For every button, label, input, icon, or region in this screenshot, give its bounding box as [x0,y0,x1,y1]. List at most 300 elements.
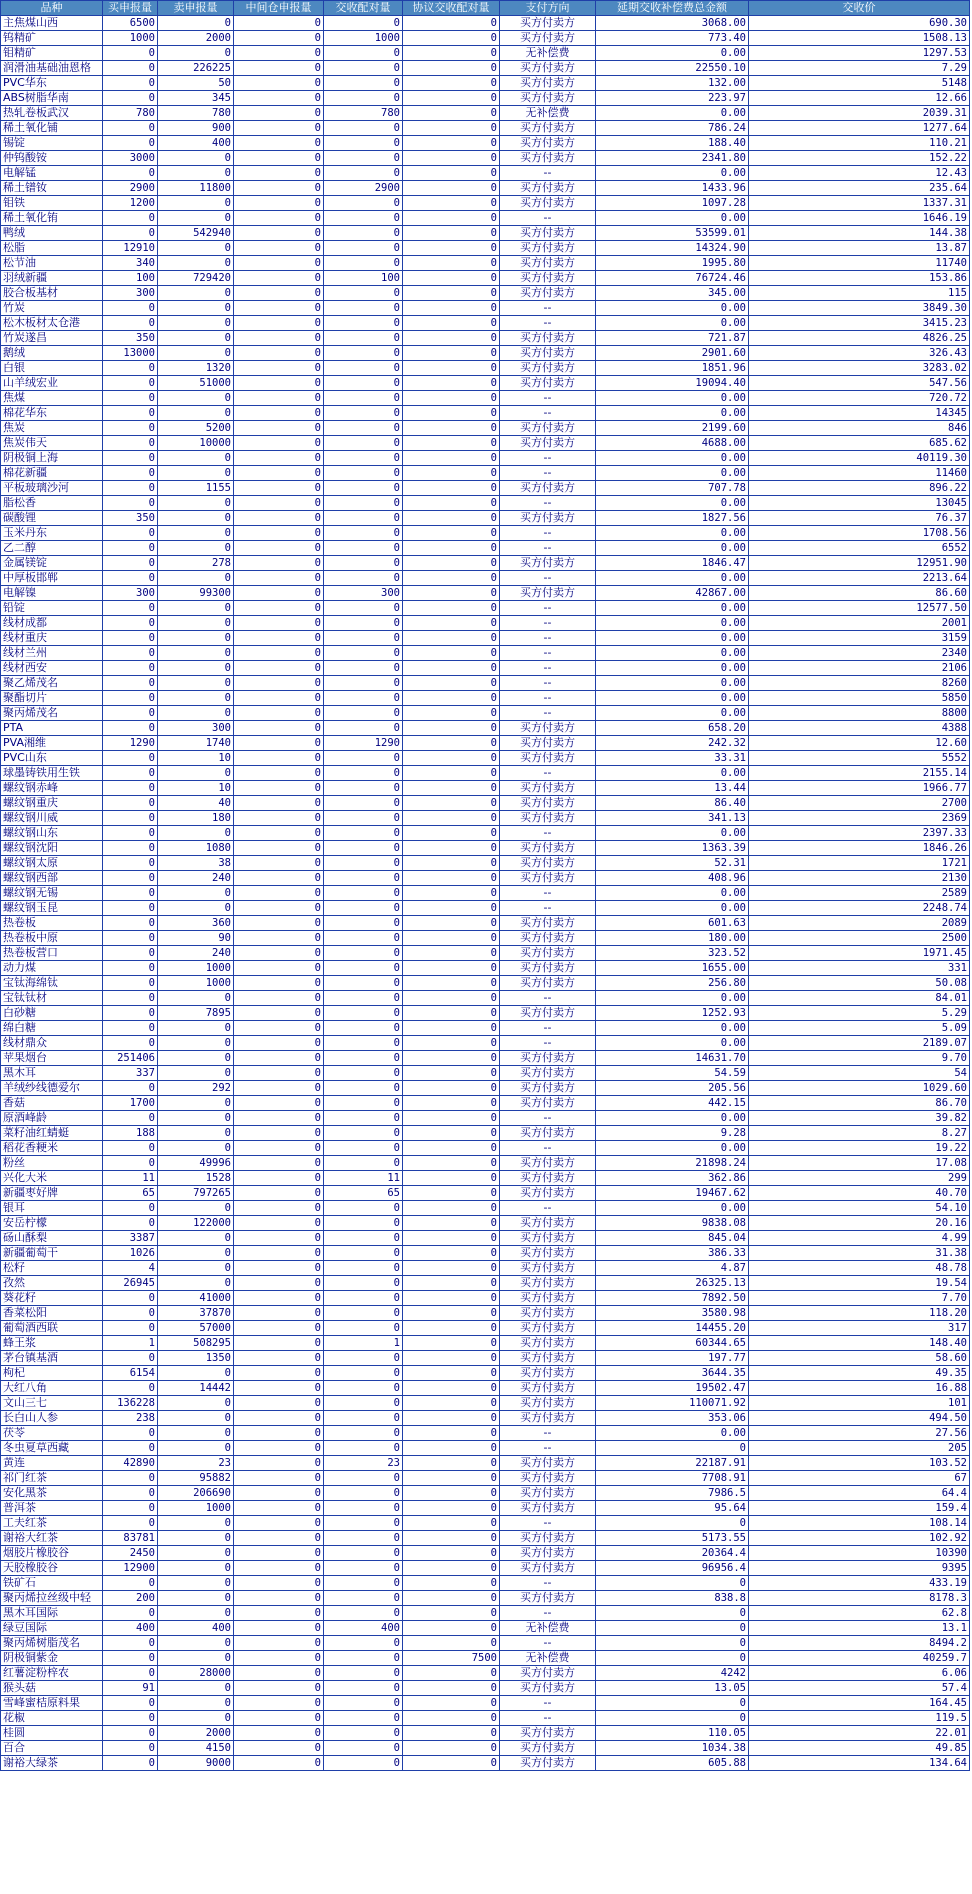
deferred-compensation-cell: 0.00 [596,106,749,121]
agreement-matched-qty-cell: 0 [403,886,500,901]
buy-qty-cell: 0 [103,61,158,76]
delivery-price-cell: 1966.77 [749,781,970,796]
product-cell: 长白山人参 [1,1411,103,1426]
matched-qty-cell: 0 [324,1396,403,1411]
deferred-compensation-cell: 0.00 [596,211,749,226]
deferred-compensation-cell: 19094.40 [596,376,749,391]
payment-direction-cell: 买方付卖方 [500,376,596,391]
delivery-price-cell: 299 [749,1171,970,1186]
payment-direction-cell: 买方付卖方 [500,196,596,211]
delivery-price-cell: 19.22 [749,1141,970,1156]
agreement-matched-qty-cell: 0 [403,871,500,886]
table-body [1,16,970,1771]
intermediate-qty-cell: 0 [234,346,324,361]
deferred-compensation-cell: 1034.38 [596,1741,749,1756]
intermediate-qty-cell: 0 [234,1426,324,1441]
matched-qty-cell: 0 [324,1546,403,1561]
product-cell: 热卷板营口 [1,946,103,961]
matched-qty-cell: 0 [324,256,403,271]
product-cell: 绿豆国际 [1,1621,103,1636]
payment-direction-cell: 买方付卖方 [500,946,596,961]
sell-qty-cell: 0 [158,346,234,361]
buy-qty-cell: 0 [103,646,158,661]
deferred-compensation-cell: 1827.56 [596,511,749,526]
payment-direction-cell: 买方付卖方 [500,1591,596,1606]
intermediate-qty-cell: 0 [234,1501,324,1516]
intermediate-qty-cell: 0 [234,166,324,181]
buy-qty-cell: 0 [103,451,158,466]
delivery-price-cell: 64.4 [749,1486,970,1501]
buy-qty-cell: 0 [103,136,158,151]
buy-qty-cell: 0 [103,1726,158,1741]
delivery-price-cell: 62.8 [749,1606,970,1621]
product-cell: 葡萄酒西联 [1,1321,103,1336]
table-row [1,511,970,526]
buy-qty-cell: 4 [103,1261,158,1276]
delivery-price-cell: 20.16 [749,1216,970,1231]
matched-qty-cell: 0 [324,1126,403,1141]
delivery-price-cell: 2369 [749,811,970,826]
agreement-matched-qty-cell: 0 [403,1531,500,1546]
matched-qty-cell: 2900 [324,181,403,196]
product-cell: 谢裕大红茶 [1,1531,103,1546]
table-row [1,1441,970,1456]
deferred-compensation-cell: 86.40 [596,796,749,811]
buy-qty-cell: 0 [103,166,158,181]
agreement-matched-qty-cell: 0 [403,1156,500,1171]
sell-qty-cell: 0 [158,331,234,346]
matched-qty-cell: 0 [324,391,403,406]
table-row [1,1006,970,1021]
sell-qty-cell: 360 [158,916,234,931]
intermediate-qty-cell: 0 [234,121,324,136]
delivery-price-cell: 1337.31 [749,196,970,211]
intermediate-qty-cell: 0 [234,1306,324,1321]
agreement-matched-qty-cell: 0 [403,1321,500,1336]
sell-qty-cell: 0 [158,1246,234,1261]
intermediate-qty-cell: 0 [234,241,324,256]
agreement-matched-qty-cell: 0 [403,316,500,331]
buy-qty-cell: 0 [103,466,158,481]
buy-qty-cell: 0 [103,1006,158,1021]
product-cell: 聚丙烯拉丝级中轻 [1,1591,103,1606]
payment-direction-cell: 买方付卖方 [500,1096,596,1111]
sell-qty-cell: 0 [158,316,234,331]
matched-qty-cell: 0 [324,1306,403,1321]
matched-qty-cell: 0 [324,571,403,586]
sell-qty-cell: 0 [158,1561,234,1576]
product-cell: 松木板材太仓港 [1,316,103,331]
product-cell: 胶合板基材 [1,286,103,301]
deferred-compensation-cell: 7892.50 [596,1291,749,1306]
table-row [1,136,970,151]
agreement-matched-qty-cell: 0 [403,541,500,556]
table-row [1,1111,970,1126]
delivery-price-cell: 27.56 [749,1426,970,1441]
matched-qty-cell: 0 [324,1531,403,1546]
deferred-compensation-cell: 0.00 [596,1111,749,1126]
product-cell: 螺纹钢赤峰 [1,781,103,796]
payment-direction-cell: 买方付卖方 [500,1246,596,1261]
sell-qty-cell: 780 [158,106,234,121]
agreement-matched-qty-cell: 0 [403,1006,500,1021]
sell-qty-cell: 0 [158,1606,234,1621]
matched-qty-cell: 0 [324,466,403,481]
product-cell: 安化黑茶 [1,1486,103,1501]
matched-qty-cell: 1290 [324,736,403,751]
deferred-compensation-cell: 3644.35 [596,1366,749,1381]
sell-qty-cell: 0 [158,391,234,406]
sell-qty-cell: 0 [158,241,234,256]
deferred-compensation-cell: 0.00 [596,661,749,676]
matched-qty-cell: 0 [324,991,403,1006]
intermediate-qty-cell: 0 [234,1741,324,1756]
agreement-matched-qty-cell: 0 [403,976,500,991]
table-row [1,1081,970,1096]
buy-qty-cell: 0 [103,76,158,91]
matched-qty-cell: 0 [324,226,403,241]
table-row [1,1381,970,1396]
deferred-compensation-cell: 0.00 [596,166,749,181]
product-cell: 工夫红茶 [1,1516,103,1531]
matched-qty-cell: 0 [324,241,403,256]
product-cell: 银耳 [1,1201,103,1216]
agreement-matched-qty-cell: 0 [403,991,500,1006]
payment-direction-cell: 买方付卖方 [500,1291,596,1306]
product-cell: 茯苓 [1,1426,103,1441]
deferred-compensation-cell: 0.00 [596,1021,749,1036]
deferred-compensation-cell: 13.05 [596,1681,749,1696]
agreement-matched-qty-cell: 0 [403,46,500,61]
matched-qty-cell: 0 [324,1441,403,1456]
sell-qty-cell: 729420 [158,271,234,286]
delivery-price-cell: 685.62 [749,436,970,451]
agreement-matched-qty-cell: 0 [403,256,500,271]
intermediate-qty-cell: 0 [234,181,324,196]
agreement-matched-qty-cell: 0 [403,1291,500,1306]
product-cell: 线材兰州 [1,646,103,661]
buy-qty-cell: 91 [103,1681,158,1696]
deferred-compensation-cell: 3068.00 [596,16,749,31]
sell-qty-cell: 292 [158,1081,234,1096]
intermediate-qty-cell: 0 [234,31,324,46]
table-row [1,721,970,736]
buy-qty-cell: 400 [103,1621,158,1636]
matched-qty-cell: 0 [324,346,403,361]
payment-direction-cell: -- [500,826,596,841]
delivery-price-cell: 1846.26 [749,841,970,856]
buy-qty-cell: 337 [103,1066,158,1081]
intermediate-qty-cell: 0 [234,961,324,976]
product-cell: 中厚板邯郸 [1,571,103,586]
table-row [1,526,970,541]
agreement-matched-qty-cell: 0 [403,496,500,511]
intermediate-qty-cell: 0 [234,61,324,76]
sell-qty-cell: 0 [158,1576,234,1591]
delivery-price-cell: 19.54 [749,1276,970,1291]
agreement-matched-qty-cell: 0 [403,226,500,241]
sell-qty-cell: 278 [158,556,234,571]
buy-qty-cell: 0 [103,796,158,811]
intermediate-qty-cell: 0 [234,1051,324,1066]
deferred-compensation-cell: 0.00 [596,646,749,661]
delivery-price-cell: 896.22 [749,481,970,496]
table-row [1,211,970,226]
deferred-compensation-cell: 54.59 [596,1066,749,1081]
delivery-price-cell: 2700 [749,796,970,811]
matched-qty-cell: 0 [324,1501,403,1516]
matched-qty-cell: 0 [324,1471,403,1486]
deferred-compensation-cell: 110.05 [596,1726,749,1741]
sell-qty-cell: 14442 [158,1381,234,1396]
buy-qty-cell: 2450 [103,1546,158,1561]
payment-direction-cell: -- [500,1516,596,1531]
deferred-compensation-cell: 658.20 [596,721,749,736]
buy-qty-cell: 136228 [103,1396,158,1411]
buy-qty-cell: 0 [103,706,158,721]
intermediate-qty-cell: 0 [234,1351,324,1366]
agreement-matched-qty-cell: 0 [403,1621,500,1636]
intermediate-qty-cell: 0 [234,781,324,796]
deferred-compensation-cell: 1995.80 [596,256,749,271]
intermediate-qty-cell: 0 [234,1576,324,1591]
table-row [1,1666,970,1681]
sell-qty-cell: 0 [158,1126,234,1141]
agreement-matched-qty-cell: 0 [403,841,500,856]
product-cell: 主焦煤山西 [1,16,103,31]
payment-direction-cell: -- [500,676,596,691]
payment-direction-cell: 买方付卖方 [500,121,596,136]
table-row [1,1606,970,1621]
delivery-price-cell: 110.21 [749,136,970,151]
intermediate-qty-cell: 0 [234,136,324,151]
delivery-price-cell: 159.4 [749,1501,970,1516]
deferred-compensation-cell: 1851.96 [596,361,749,376]
deferred-compensation-cell: 3580.98 [596,1306,749,1321]
product-cell: 白砂糖 [1,1006,103,1021]
product-cell: 谢裕大绿茶 [1,1756,103,1771]
sell-qty-cell: 1000 [158,961,234,976]
intermediate-qty-cell: 0 [234,301,324,316]
payment-direction-cell: -- [500,571,596,586]
payment-direction-cell: 无补偿费 [500,1621,596,1636]
deferred-compensation-cell: 0.00 [596,541,749,556]
product-cell: 香菇 [1,1096,103,1111]
sell-qty-cell: 0 [158,691,234,706]
matched-qty-cell: 0 [324,1321,403,1336]
product-cell: 安岳柠檬 [1,1216,103,1231]
payment-direction-cell: 买方付卖方 [500,1126,596,1141]
product-cell: 线材重庆 [1,631,103,646]
buy-qty-cell: 0 [103,676,158,691]
sell-qty-cell: 1000 [158,976,234,991]
deferred-compensation-cell: 242.32 [596,736,749,751]
sell-qty-cell: 1740 [158,736,234,751]
product-cell: 聚酯切片 [1,691,103,706]
intermediate-qty-cell: 0 [234,91,324,106]
agreement-matched-qty-cell: 0 [403,1351,500,1366]
product-cell: 脂松香 [1,496,103,511]
delivery-price-cell: 5850 [749,691,970,706]
payment-direction-cell: 买方付卖方 [500,1756,596,1771]
sell-qty-cell: 0 [158,1021,234,1036]
intermediate-qty-cell: 0 [234,316,324,331]
matched-qty-cell: 0 [324,916,403,931]
buy-qty-cell: 0 [103,1321,158,1336]
deferred-compensation-cell: 53599.01 [596,226,749,241]
buy-qty-cell: 188 [103,1126,158,1141]
matched-qty-cell: 0 [324,331,403,346]
product-cell: 金属镁锭 [1,556,103,571]
intermediate-qty-cell: 0 [234,601,324,616]
matched-qty-cell: 0 [324,1696,403,1711]
product-cell: 螺纹钢重庆 [1,796,103,811]
table-row [1,1231,970,1246]
product-cell: 黑木耳 [1,1066,103,1081]
agreement-matched-qty-cell: 0 [403,721,500,736]
table-row [1,1366,970,1381]
payment-direction-cell: -- [500,1036,596,1051]
agreement-matched-qty-cell: 0 [403,196,500,211]
sell-qty-cell: 240 [158,871,234,886]
matched-qty-cell: 1000 [324,31,403,46]
deferred-compensation-cell: 188.40 [596,136,749,151]
payment-direction-cell: 买方付卖方 [500,1666,596,1681]
product-cell: 聚丙烯树脂茂名 [1,1636,103,1651]
buy-qty-cell: 0 [103,541,158,556]
buy-qty-cell: 0 [103,1696,158,1711]
agreement-matched-qty-cell: 0 [403,571,500,586]
delivery-price-cell: 164.45 [749,1696,970,1711]
sell-qty-cell: 0 [158,1681,234,1696]
agreement-matched-qty-cell: 0 [403,811,500,826]
intermediate-qty-cell: 0 [234,646,324,661]
agreement-matched-qty-cell: 0 [403,1186,500,1201]
deferred-compensation-cell: 0 [596,1576,749,1591]
payment-direction-cell: -- [500,466,596,481]
product-cell: 竹炭遂昌 [1,331,103,346]
payment-direction-cell: -- [500,1021,596,1036]
payment-direction-cell: 买方付卖方 [500,1531,596,1546]
matched-qty-cell: 0 [324,1516,403,1531]
sell-qty-cell: 0 [158,1276,234,1291]
buy-qty-cell: 0 [103,721,158,736]
matched-qty-cell: 0 [324,511,403,526]
buy-qty-cell: 0 [103,826,158,841]
deferred-compensation-cell: 0.00 [596,886,749,901]
deferred-compensation-cell: 0 [596,1606,749,1621]
buy-qty-cell: 0 [103,481,158,496]
payment-direction-cell: 买方付卖方 [500,736,596,751]
agreement-matched-qty-cell: 0 [403,856,500,871]
sell-qty-cell: 0 [158,1036,234,1051]
payment-direction-cell: -- [500,1441,596,1456]
matched-qty-cell: 0 [324,451,403,466]
delivery-price-cell: 7.29 [749,61,970,76]
sell-qty-cell: 797265 [158,1186,234,1201]
matched-qty-cell: 0 [324,1006,403,1021]
agreement-matched-qty-cell: 0 [403,556,500,571]
matched-qty-cell: 0 [324,1366,403,1381]
payment-direction-cell: 买方付卖方 [500,1276,596,1291]
sell-qty-cell: 0 [158,571,234,586]
agreement-matched-qty-cell: 0 [403,181,500,196]
payment-direction-cell: 买方付卖方 [500,1681,596,1696]
agreement-matched-qty-cell: 0 [403,166,500,181]
intermediate-qty-cell: 0 [234,1591,324,1606]
sell-qty-cell: 1000 [158,1501,234,1516]
delivery-price-cell: 8178.3 [749,1591,970,1606]
sell-qty-cell: 0 [158,676,234,691]
matched-qty-cell: 11 [324,1171,403,1186]
matched-qty-cell: 0 [324,1096,403,1111]
agreement-matched-qty-cell: 0 [403,1096,500,1111]
sell-qty-cell: 0 [158,646,234,661]
intermediate-qty-cell: 0 [234,46,324,61]
delivery-price-cell: 40.70 [749,1186,970,1201]
table-row [1,766,970,781]
buy-qty-cell: 0 [103,631,158,646]
sell-qty-cell: 0 [158,616,234,631]
intermediate-qty-cell: 0 [234,196,324,211]
table-row [1,301,970,316]
deferred-compensation-cell: 132.00 [596,76,749,91]
deferred-compensation-cell: 2341.80 [596,151,749,166]
payment-direction-cell: 买方付卖方 [500,436,596,451]
buy-qty-cell: 0 [103,1606,158,1621]
matched-qty-cell: 0 [324,1591,403,1606]
intermediate-qty-cell: 0 [234,436,324,451]
intermediate-qty-cell: 0 [234,676,324,691]
matched-qty-cell: 0 [324,781,403,796]
delivery-price-cell: 153.86 [749,271,970,286]
intermediate-qty-cell: 0 [234,1396,324,1411]
table-row [1,1171,970,1186]
agreement-matched-qty-cell: 0 [403,601,500,616]
product-cell: 宝钛海绵钛 [1,976,103,991]
delivery-price-cell: 2106 [749,661,970,676]
matched-qty-cell: 300 [324,586,403,601]
deferred-compensation-cell: 26325.13 [596,1276,749,1291]
matched-qty-cell: 0 [324,211,403,226]
intermediate-qty-cell: 0 [234,466,324,481]
payment-direction-cell: 买方付卖方 [500,286,596,301]
table-row [1,571,970,586]
deferred-compensation-cell: 1846.47 [596,556,749,571]
sell-qty-cell: 37870 [158,1306,234,1321]
intermediate-qty-cell: 0 [234,1126,324,1141]
agreement-matched-qty-cell: 0 [403,481,500,496]
buy-qty-cell: 0 [103,661,158,676]
matched-qty-cell: 0 [324,616,403,631]
sell-qty-cell: 240 [158,946,234,961]
intermediate-qty-cell: 0 [234,1666,324,1681]
agreement-matched-qty-cell: 0 [403,346,500,361]
delivery-price-cell: 11740 [749,256,970,271]
delivery-price-cell: 118.20 [749,1306,970,1321]
product-cell: 线材西安 [1,661,103,676]
sell-qty-cell: 0 [158,406,234,421]
intermediate-qty-cell: 0 [234,1201,324,1216]
table-row [1,796,970,811]
intermediate-qty-cell: 0 [234,1141,324,1156]
buy-qty-cell: 0 [103,1111,158,1126]
matched-qty-cell: 0 [324,601,403,616]
delivery-price-cell: 12577.50 [749,601,970,616]
agreement-matched-qty-cell: 0 [403,1741,500,1756]
delivery-price-cell: 4388 [749,721,970,736]
buy-qty-cell: 2900 [103,181,158,196]
